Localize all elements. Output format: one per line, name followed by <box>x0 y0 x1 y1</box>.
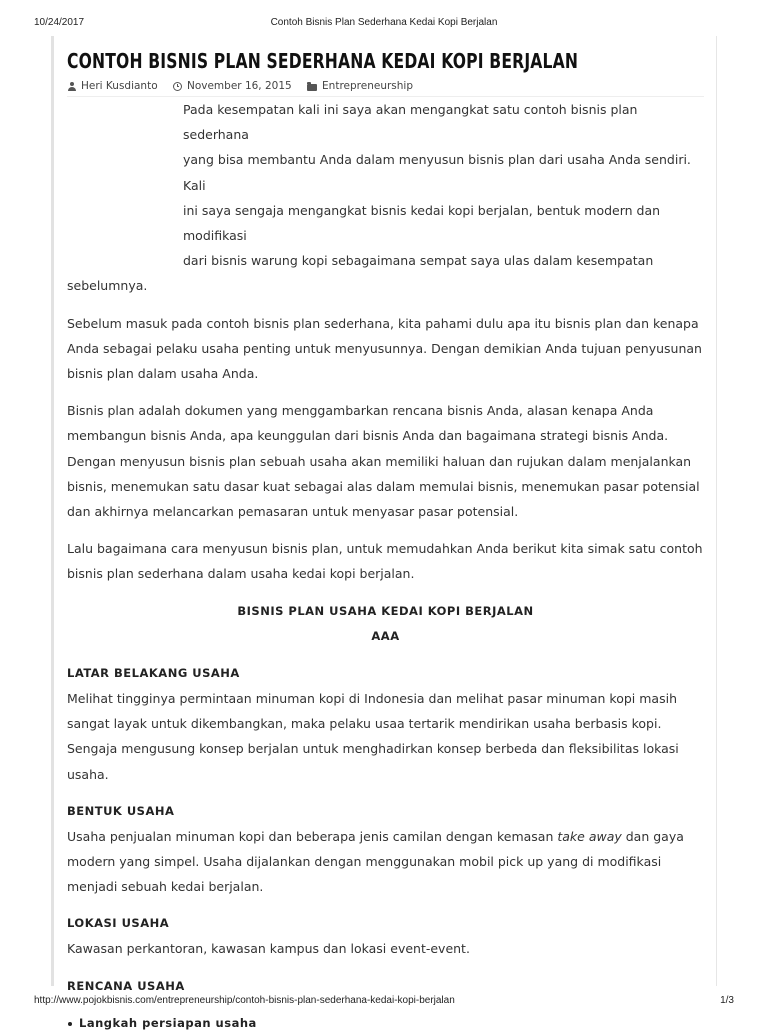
paragraph: Bisnis plan adalah dokumen yang menggambarkan rencana bisnis Anda, alasan kenapa Anda membangun bisnis Anda, apa keunggulan dari bisnis Anda dan bagaimana strategi bisnis Anda. Dengan menyusun bisnis plan sebuah usaha akan memiliki haluan dan rujukan dalam menjalankan bisnis, menemukan satu dasar kuat sebagai alas dalam memulai bisnis, menemukan pasar potensial dan akhirnya melancarkan pemasaran untuk menyasar pasar potensial. <box>67 403 700 520</box>
author-name[interactable]: Heri Kusdianto <box>81 80 158 92</box>
print-date: 10/24/2017 <box>34 17 85 28</box>
print-title: Contoh Bisnis Plan Sederhana Kedai Kopi Berjalan <box>270 17 498 28</box>
left-border <box>51 36 54 986</box>
print-footer <box>0 995 768 1009</box>
plan-title: BISNIS PLAN USAHA KEDAI KOPI BERJALAN <box>237 603 534 618</box>
plan-subtitle: AAA <box>371 628 400 643</box>
bentuk-text-start: Usaha penjualan minuman kopi dan beberapa jenis camilan dengan kemasan <box>67 828 558 844</box>
intro-line: Pada kesempatan kali ini saya akan mengangkat satu contoh bisnis plan sederhana <box>183 102 638 143</box>
meta-category[interactable] <box>307 80 413 92</box>
section-heading-rencana: RENCANA USAHA <box>67 978 185 993</box>
meta-author[interactable] <box>67 80 161 92</box>
section-text-latar: Melihat tingginya permintaan minuman kopi di Indonesia dan melihat pasar minuman kopi masih sangat layak untuk dikembangkan, maka pelaku usaa tertarik mendirikan usaha berbasis kopi. Sengaja mengusung konsep berjalan untuk menghadirkan konsep berbeda dan fleksibilitas lokasi usaha. <box>67 691 679 782</box>
section-heading-lokasi: LOKASI USAHA <box>67 916 170 931</box>
list-item <box>79 1011 704 1036</box>
page-number: 1/3 <box>720 995 734 1006</box>
intro-paragraph <box>67 97 704 299</box>
intro-line: yang bisa membantu Anda dalam menyusun bisnis plan dari usaha Anda sendiri. Kali <box>183 152 691 193</box>
right-border <box>716 36 717 986</box>
intro-line: sebelumnya. <box>67 278 148 294</box>
paragraph: Sebelum masuk pada contoh bisnis plan sederhana, kita pahami dulu apa itu bisnis plan dan kenapa Anda sebagai pelaku usaha penting untuk menyusunnya. Dengan demikian Anda tujuan penyusunan bisnis plan dalam usaha Anda. <box>67 315 702 382</box>
clock-icon <box>173 82 182 91</box>
list-item-label: Langkah persiapan usaha <box>79 1015 257 1030</box>
section-heading-latar: LATAR BELAKANG USAHA <box>67 666 240 681</box>
page-url: http://www.pojokbisnis.com/entrepreneurship/contoh-bisnis-plan-sederhana-kedai-kopi-berjalan <box>34 995 455 1006</box>
bentuk-text-italic: take away <box>557 828 622 844</box>
section-text-bentuk <box>67 824 704 900</box>
post-date: November 16, 2015 <box>186 80 292 92</box>
article <box>67 44 704 1036</box>
intro-line: dari bisnis warung kopi sebagaimana sempat saya ulas dalam kesempatan <box>183 253 654 269</box>
meta-date <box>173 80 295 92</box>
category-link[interactable]: Entrepreneurship <box>322 80 414 92</box>
bentuk-text-end: dan gaya modern yang simpel. Usaha dijalankan dengan menggunakan mobil pick up yang di modifikasi menjadi sebuah kedai berjalan. <box>67 828 684 895</box>
post-title: CONTOH BISNIS PLAN SEDERHANA KEDAI KOPI BERJALAN <box>67 49 579 73</box>
post-meta <box>67 78 704 97</box>
section-heading-bentuk: BENTUK USAHA <box>67 803 175 818</box>
print-header <box>0 17 768 31</box>
rencana-list <box>67 1011 704 1036</box>
folder-icon <box>307 84 317 91</box>
paragraph: Lalu bagaimana cara menyusun bisnis plan, untuk memudahkan Anda berikut kita simak satu contoh bisnis plan sederhana dalam usaha kedai kopi berjalan. <box>67 541 703 582</box>
user-icon <box>67 82 76 91</box>
intro-line: ini saya sengaja mengangkat bisnis kedai kopi berjalan, bentuk modern dan modifikasi <box>183 202 661 244</box>
section-text-lokasi: Kawasan perkantoran, kawasan kampus dan lokasi event-event. <box>67 941 470 957</box>
